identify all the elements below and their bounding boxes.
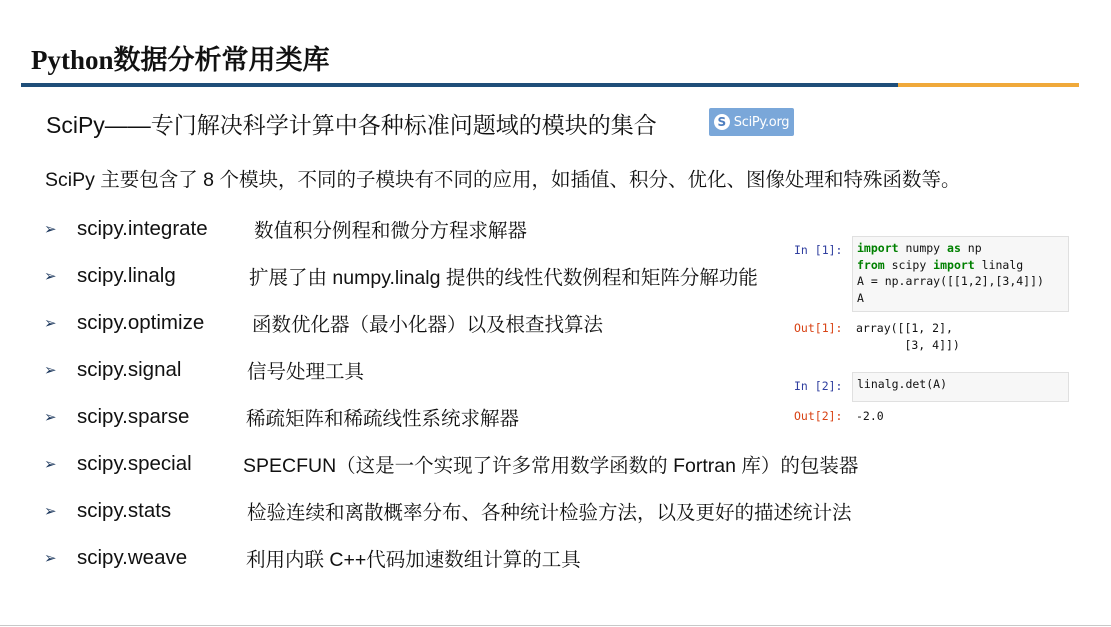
scipy-logo — [709, 108, 794, 136]
bottom-divider — [0, 625, 1111, 626]
code-screenshot — [792, 236, 1071, 426]
module-desc: 扩展了由 numpy.linalg 提供的线性代数例程和矩阵分解功能 — [249, 266, 758, 289]
intro-text: SciPy 主要包含了 8 个模块，不同的子模块有不同的应用，如插值、积分、优化、图像处理和特殊函数等。 — [45, 169, 961, 191]
code-keyword: import — [933, 257, 975, 272]
module-name: scipy.signal — [77, 357, 182, 381]
module-desc: SPECFUN（这是一个实现了许多常用数学函数的 Fortran 库）的包装器 — [243, 454, 859, 477]
output-line: [3, 4]]) — [856, 337, 960, 352]
code-block — [852, 372, 1069, 402]
code-keyword: import — [857, 241, 899, 255]
output-prompt: Out[2]: — [794, 409, 843, 423]
code-text: A — [857, 290, 864, 305]
scipy-s-icon: S — [714, 114, 730, 130]
module-desc: 检验连续和离散概率分布、各种统计检验方法，以及更好的描述统计法 — [247, 501, 852, 524]
list-item — [44, 205, 858, 252]
code-text: linalg — [974, 257, 1024, 272]
slide-title: Python数据分析常用类库 — [31, 45, 330, 75]
module-list — [44, 205, 858, 581]
output-line: array([[1, 2], — [856, 321, 953, 335]
arrow-bullet-icon: ➢ — [44, 360, 57, 379]
arrow-bullet-icon: ➢ — [44, 219, 57, 238]
code-text: linalg.det(A) — [857, 377, 948, 391]
output-text — [856, 320, 960, 353]
output-line: -2.0 — [856, 409, 884, 423]
module-desc: 信号处理工具 — [247, 360, 365, 383]
module-desc: 稀疏矩阵和稀疏线性系统求解器 — [246, 407, 520, 430]
arrow-bullet-icon: ➢ — [44, 266, 57, 285]
code-keyword: as — [947, 241, 961, 255]
module-name: scipy.linalg — [77, 263, 176, 287]
code-text: numpy — [898, 241, 948, 255]
module-desc: 数值积分例程和微分方程求解器 — [254, 219, 528, 242]
module-name: scipy.sparse — [77, 404, 190, 428]
title-rule-blue — [21, 83, 898, 87]
arrow-bullet-icon: ➢ — [44, 407, 57, 426]
code-block — [852, 236, 1069, 312]
output-text — [856, 408, 884, 425]
module-name: scipy.optimize — [77, 310, 205, 334]
list-item — [44, 252, 858, 299]
list-item — [44, 487, 858, 534]
input-prompt: In [2]: — [794, 379, 843, 393]
code-text: A = np.array([[1,2],[3,4]]) — [857, 274, 1044, 288]
code-text: np — [960, 241, 982, 255]
list-item — [44, 346, 858, 393]
list-item — [44, 440, 858, 487]
output-prompt: Out[1]: — [794, 321, 843, 335]
arrow-bullet-icon: ➢ — [44, 548, 57, 567]
arrow-bullet-icon: ➢ — [44, 501, 57, 520]
code-text: scipy — [884, 257, 934, 272]
arrow-bullet-icon: ➢ — [44, 454, 57, 473]
title-rule-orange — [898, 83, 1079, 87]
logo-text: SciPy.org — [733, 114, 790, 130]
module-name: scipy.special — [77, 451, 192, 475]
module-desc: 利用内联 C++代码加速数组计算的工具 — [246, 548, 581, 571]
module-name: scipy.integrate — [77, 216, 208, 240]
module-name: scipy.weave — [77, 545, 188, 569]
list-item — [44, 393, 858, 440]
list-item — [44, 534, 858, 581]
subtitle: SciPy——专门解决科学计算中各种标准问题域的模块的集合 — [46, 112, 657, 138]
list-item — [44, 299, 858, 346]
module-desc: 函数优化器（最小化器）以及根查找算法 — [252, 313, 604, 336]
arrow-bullet-icon: ➢ — [44, 313, 57, 332]
code-keyword: from — [857, 257, 885, 272]
module-name: scipy.stats — [77, 498, 172, 522]
input-prompt: In [1]: — [794, 243, 843, 257]
